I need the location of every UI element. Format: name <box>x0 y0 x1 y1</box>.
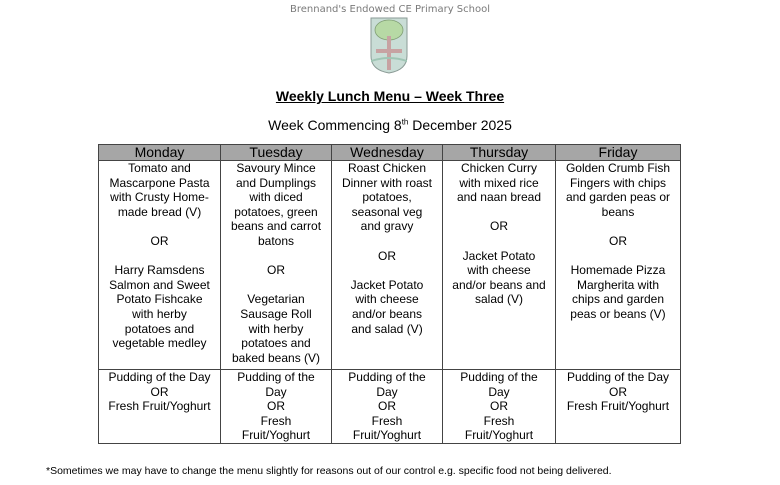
day-header-row <box>99 145 681 161</box>
main-tuesday: Savoury Mince and Dumplings with diced potatoes, green beans and carrot batons OR Vegetarian Sausage Roll with herby potatoes and baked beans (V) <box>221 161 332 370</box>
pudding-row <box>99 370 681 444</box>
day-header-thursday: Thursday <box>443 145 556 161</box>
day-header-tuesday: Tuesday <box>221 145 332 161</box>
lunch-menu-table <box>98 144 681 444</box>
pudding-monday: Pudding of the Day OR Fresh Fruit/Yoghurt <box>99 370 221 444</box>
main-friday: Golden Crumb Fish Fingers with chips and garden peas or beans OR Homemade Pizza Margherita with chips and garden peas or beans (V) <box>556 161 681 370</box>
school-crest-logo <box>370 16 408 74</box>
pudding-tuesday: Pudding of the Day OR Fresh Fruit/Yoghurt <box>221 370 332 444</box>
week-commencing: Week Commencing 8th December 2025 <box>268 117 512 133</box>
main-monday: Tomato and Mascarpone Pasta with Crusty Home- made bread (V) OR Harry Ramsdens Salmon and Sweet Potato Fishcake with herby potatoes and vegetable medley <box>99 161 221 370</box>
pudding-wednesday: Pudding of the Day OR Fresh Fruit/Yoghurt <box>332 370 443 444</box>
pudding-friday: Pudding of the Day OR Fresh Fruit/Yoghurt <box>556 370 681 444</box>
main-wednesday: Roast Chicken Dinner with roast potatoes, seasonal veg and gravy OR Jacket Potato with cheese and/or beans and salad (V) <box>332 161 443 370</box>
day-header-friday: Friday <box>556 145 681 161</box>
day-header-monday: Monday <box>99 145 221 161</box>
main-course-row <box>99 161 681 370</box>
main-thursday: Chicken Curry with mixed rice and naan bread OR Jacket Potato with cheese and/or beans and salad (V) <box>443 161 556 370</box>
pudding-thursday: Pudding of the Day OR Fresh Fruit/Yoghurt <box>443 370 556 444</box>
day-header-wednesday: Wednesday <box>332 145 443 161</box>
school-name: Brennand's Endowed CE Primary School <box>289 4 490 15</box>
menu-title: Weekly Lunch Menu – Week Three <box>275 88 505 104</box>
footer-note: *Sometimes we may have to change the menu slightly for reasons out of our control e.g. specific food not being delivered. <box>46 465 612 477</box>
